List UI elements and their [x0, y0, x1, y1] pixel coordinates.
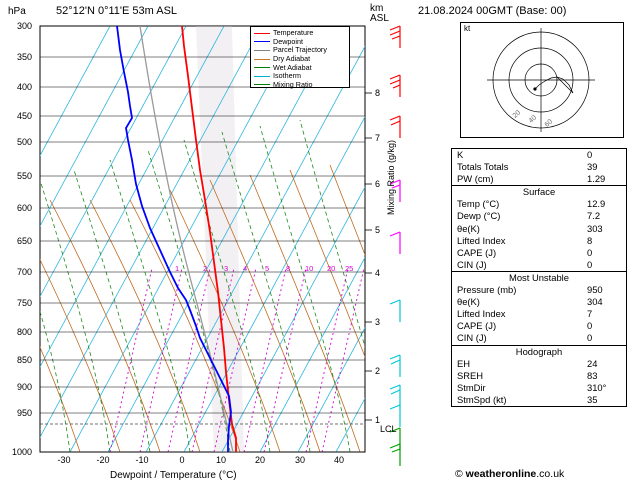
unstable-row-li	[452, 308, 626, 320]
unstable-value-cape: 0	[587, 320, 593, 332]
x-axis-label: Dewpoint / Temperature (°C)	[110, 470, 237, 481]
index-row-k	[452, 149, 626, 161]
index-label-totals: Totals Totals	[457, 161, 509, 173]
surface-label-cape: CAPE (J)	[457, 246, 497, 258]
x-tick-10: 10	[215, 455, 226, 465]
y-tick-900: 900	[16, 382, 32, 392]
svg-text:3: 3	[224, 264, 229, 273]
svg-text:20: 20	[327, 264, 336, 273]
hodo-value-stmdir: 310°	[587, 381, 607, 393]
credit-prefix: ©	[455, 468, 466, 480]
hodo-label-eh: EH	[457, 357, 471, 369]
surface-row-dewp	[452, 210, 626, 222]
svg-text:1: 1	[175, 264, 180, 273]
section-header-surface: Surface	[452, 185, 626, 198]
legend-label-temperature: Temperature	[273, 28, 314, 38]
height-unit-line1: km	[370, 3, 384, 14]
km-tick-5: 5	[375, 225, 381, 235]
legend-label-parcel: Parcel Trajectory	[273, 45, 327, 55]
surface-value-thetae: 303	[587, 222, 603, 234]
unstable-row-cin	[452, 332, 626, 344]
hodo-value-eh: 24	[587, 357, 598, 369]
index-value-k: 0	[587, 149, 593, 160]
unstable-value-li: 7	[587, 308, 593, 320]
surface-value-li: 8	[587, 234, 593, 246]
surface-row-temp	[452, 198, 626, 210]
legend-swatch-isotherm	[254, 76, 270, 77]
hodograph-origin-point	[533, 87, 536, 90]
y-tick-650: 650	[16, 236, 32, 246]
x-tick-m30: -30	[57, 455, 71, 465]
unstable-label-pressure: Pressure (mb)	[457, 284, 517, 296]
index-label-k: K	[457, 149, 464, 160]
legend-label-dry-adiabat: Dry Adiabat	[273, 54, 311, 64]
hodograph-svg	[461, 23, 621, 135]
svg-text:25: 25	[345, 264, 354, 273]
legend-swatch-wet-adiabat	[254, 67, 270, 68]
section-header-hodograph: Hodograph	[452, 345, 626, 358]
unstable-value-thetae: 304	[587, 296, 603, 308]
surface-label-thetae: θe(K)	[457, 222, 480, 234]
surface-value-temp: 12.9	[587, 198, 606, 210]
svg-text:10: 10	[305, 264, 314, 273]
surface-row-cape	[452, 247, 626, 259]
hodograph-panel	[460, 22, 624, 138]
hodograph-ring-label-40: 40	[527, 114, 539, 125]
credit-brand: weatheronline	[465, 468, 537, 480]
hodo-row-stmspd	[452, 394, 626, 406]
unstable-value-cin: 0	[587, 332, 593, 344]
hodo-row-sreh	[452, 370, 626, 382]
km-tick-3: 3	[375, 317, 381, 327]
legend-item-mixing-ratio	[254, 81, 346, 90]
unstable-row-pressure	[452, 284, 626, 296]
hodo-row-eh	[452, 358, 626, 370]
legend-label-isotherm: Isotherm	[273, 71, 301, 81]
credit-suffix: .co.uk	[536, 468, 565, 480]
x-tick-0: 0	[179, 455, 185, 465]
index-label-pw: PW (cm)	[457, 173, 494, 185]
hodo-label-stmdir: StmDir	[457, 381, 486, 393]
index-row-totals	[452, 161, 626, 173]
y-tick-400: 400	[16, 82, 32, 92]
unstable-label-cape: CAPE (J)	[457, 320, 497, 332]
legend-label-mixing-ratio: Mixing Ratio	[273, 79, 313, 89]
hodograph-ring-label-20: 20	[511, 109, 523, 120]
y-tick-1000: 1000	[11, 447, 32, 457]
surface-label-cin: CIN (J)	[457, 258, 487, 270]
hodo-value-sreh: 83	[587, 369, 598, 381]
wind-barb-column	[390, 26, 400, 466]
hodo-label-sreh: SREH	[457, 369, 484, 381]
surface-row-cin	[452, 259, 626, 271]
unstable-label-li: Lifted Index	[457, 308, 506, 320]
y-tick-850: 850	[16, 355, 32, 365]
y-tick-750: 750	[16, 298, 32, 308]
surface-label-temp: Temp (°C)	[457, 198, 500, 210]
lcl-label: LCL	[380, 424, 397, 434]
run-date-header: 21.08.2024 00GMT (Base: 00)	[418, 5, 567, 17]
info-panel	[416, 0, 629, 486]
km-tick-6: 6	[375, 179, 381, 189]
hodo-value-stmspd: 35	[587, 393, 598, 405]
svg-text:2: 2	[203, 264, 208, 273]
x-tick-30: 30	[294, 455, 305, 465]
legend-swatch-temperature	[254, 33, 270, 34]
height-unit-label	[370, 4, 389, 24]
svg-text:5: 5	[265, 264, 270, 273]
unstable-label-cin: CIN (J)	[457, 332, 487, 344]
svg-text:8: 8	[286, 264, 291, 273]
legend-label-dewpoint: Dewpoint	[273, 36, 303, 46]
surface-value-cin: 0	[587, 258, 593, 270]
y-tick-600: 600	[16, 203, 32, 213]
section-header-most-unstable: Most Unstable	[452, 271, 626, 284]
index-value-totals: 39	[587, 161, 598, 173]
unstable-value-pressure: 950	[587, 284, 603, 296]
km-tick-4: 4	[375, 268, 381, 278]
legend-swatch-dewpoint	[254, 41, 270, 42]
km-tick-7: 7	[375, 133, 381, 143]
svg-text:4: 4	[243, 264, 248, 273]
surface-row-thetae	[452, 223, 626, 235]
surface-label-li: Lifted Index	[457, 234, 506, 246]
hodograph-unit-label: kt	[464, 24, 471, 33]
y-tick-800: 800	[16, 327, 32, 337]
mixing-ratio-axis-label: Mixing Ratio (g/kg)	[386, 139, 396, 215]
km-tick-8: 8	[375, 88, 381, 98]
y-tick-950: 950	[16, 408, 32, 418]
index-value-pw: 1.29	[587, 173, 606, 185]
height-unit-line2: ASL	[370, 13, 389, 24]
x-tick-m10: -10	[135, 455, 149, 465]
x-tick-m20: -20	[96, 455, 110, 465]
index-row-pw	[452, 173, 626, 185]
credit-text	[455, 468, 564, 480]
y-tick-350: 350	[16, 52, 32, 62]
km-tick-2: 2	[375, 366, 381, 376]
legend-label-wet-adiabat: Wet Adiabat	[273, 62, 312, 72]
surface-value-cape: 0	[587, 246, 593, 258]
hodo-label-stmspd: StmSpd (kt)	[457, 393, 507, 405]
surface-value-dewp: 7.2	[587, 210, 601, 222]
chart-legend	[250, 26, 350, 88]
indices-table	[451, 148, 627, 407]
x-tick-40: 40	[333, 455, 344, 465]
y-tick-450: 450	[16, 111, 32, 121]
unstable-label-thetae: θe(K)	[457, 296, 480, 308]
y-tick-500: 500	[16, 137, 32, 147]
station-title: 52°12'N 0°11'E 53m ASL	[56, 5, 178, 17]
hodo-row-stmdir	[452, 382, 626, 394]
unstable-row-cape	[452, 320, 626, 332]
y-tick-550: 550	[16, 171, 32, 181]
y-tick-700: 700	[16, 267, 32, 277]
hodograph-ring-label-60: 60	[543, 118, 555, 129]
legend-swatch-dry-adiabat	[254, 59, 270, 60]
km-tick-1: 1	[375, 415, 381, 425]
legend-swatch-mixing-ratio	[254, 84, 270, 85]
x-tick-20: 20	[254, 455, 265, 465]
surface-label-dewp: Dewp (°C)	[457, 210, 501, 222]
y-tick-300: 300	[16, 21, 32, 31]
unstable-row-thetae	[452, 296, 626, 308]
surface-row-li	[452, 235, 626, 247]
pressure-unit-label: hPa	[8, 6, 26, 17]
legend-swatch-parcel	[254, 50, 270, 51]
